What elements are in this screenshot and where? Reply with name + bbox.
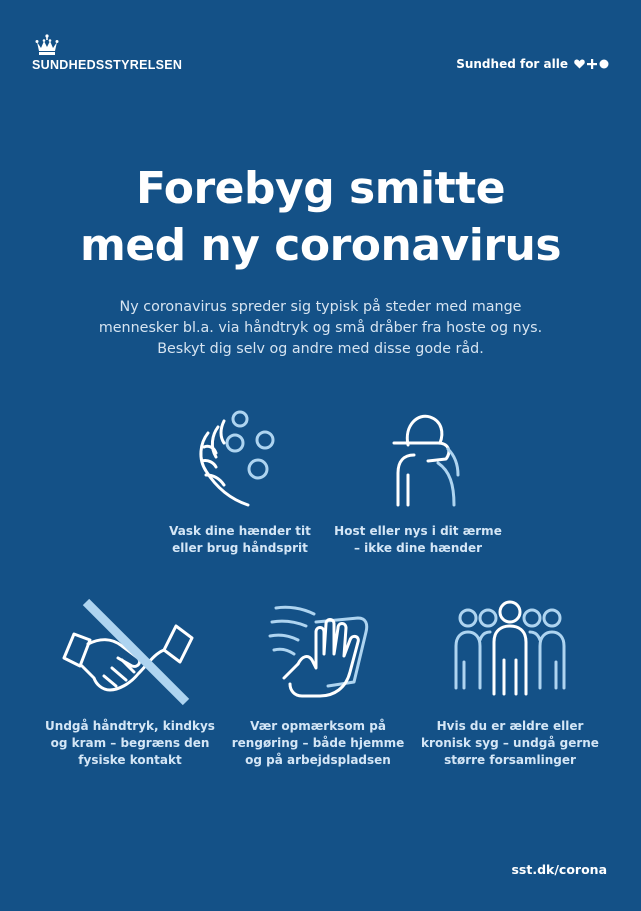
tip-cleaning-line-3: og på arbejdspladsen xyxy=(245,753,391,767)
intro-text xyxy=(80,297,561,360)
tip-cleaning-line-1: Vær opmærksom på xyxy=(250,719,386,733)
title-line-2: med ny coronavirus xyxy=(79,220,562,271)
heart-icon xyxy=(574,59,585,69)
logo-text: SUNDHEDSSTYRELSEN xyxy=(32,58,183,72)
tip-crowd-line-3: større forsamlinger xyxy=(444,753,576,767)
tip-cleaning-text xyxy=(218,718,418,769)
tip-no-handshake-line-3: fysiske kontakt xyxy=(78,753,182,767)
crowd-icon xyxy=(450,598,570,708)
intro-line-3: Beskyt dig selv og andre med disse gode råd. xyxy=(157,341,484,357)
tip-cleaning xyxy=(218,598,418,769)
title-line-1: Forebyg smitte xyxy=(135,163,506,214)
tip-crowd xyxy=(410,598,610,769)
tip-handwash-text xyxy=(140,523,340,557)
footer-url[interactable]: sst.dk/corona xyxy=(511,862,607,877)
tip-cough xyxy=(318,405,518,557)
tip-no-handshake-line-2: og kram – begræns den xyxy=(50,736,210,750)
sst-logo xyxy=(32,34,192,72)
tip-handwash-line-1: Vask dine hænder tit xyxy=(169,524,311,538)
plus-icon xyxy=(587,59,597,69)
tip-no-handshake xyxy=(30,598,230,769)
intro-line-1: Ny coronavirus spreder sig typisk på steder med mange xyxy=(119,299,522,315)
tip-no-handshake-text xyxy=(30,718,230,769)
handwash-icon xyxy=(190,405,290,515)
tip-handwash xyxy=(140,405,340,557)
cough-elbow-icon xyxy=(368,405,468,515)
tagline xyxy=(456,57,609,71)
tagline-text: Sundhed for alle xyxy=(456,57,568,71)
tip-handwash-line-2: eller brug håndsprit xyxy=(172,541,308,555)
cleaning-icon xyxy=(258,598,378,708)
tip-no-handshake-line-1: Undgå håndtryk, kindkys xyxy=(45,719,215,733)
intro-line-2: mennesker bl.a. via håndtryk og små dråber fra hoste og nys. xyxy=(98,320,543,336)
tip-crowd-line-2: kronisk syg – undgå gerne xyxy=(421,736,599,750)
tip-cough-text xyxy=(318,523,518,557)
tip-crowd-line-1: Hvis du er ældre eller xyxy=(436,719,584,733)
tagline-symbols xyxy=(574,59,609,69)
crown-icon xyxy=(35,34,59,56)
tip-cough-line-1: Host eller nys i dit ærme xyxy=(334,524,502,538)
tip-cleaning-line-2: rengøring – både hjemme xyxy=(231,736,405,750)
no-handshake-icon xyxy=(60,598,200,708)
dot-icon xyxy=(599,59,609,69)
tip-cough-line-2: – ikke dine hænder xyxy=(353,541,483,555)
tip-crowd-text xyxy=(410,718,610,769)
page-title xyxy=(0,160,641,274)
